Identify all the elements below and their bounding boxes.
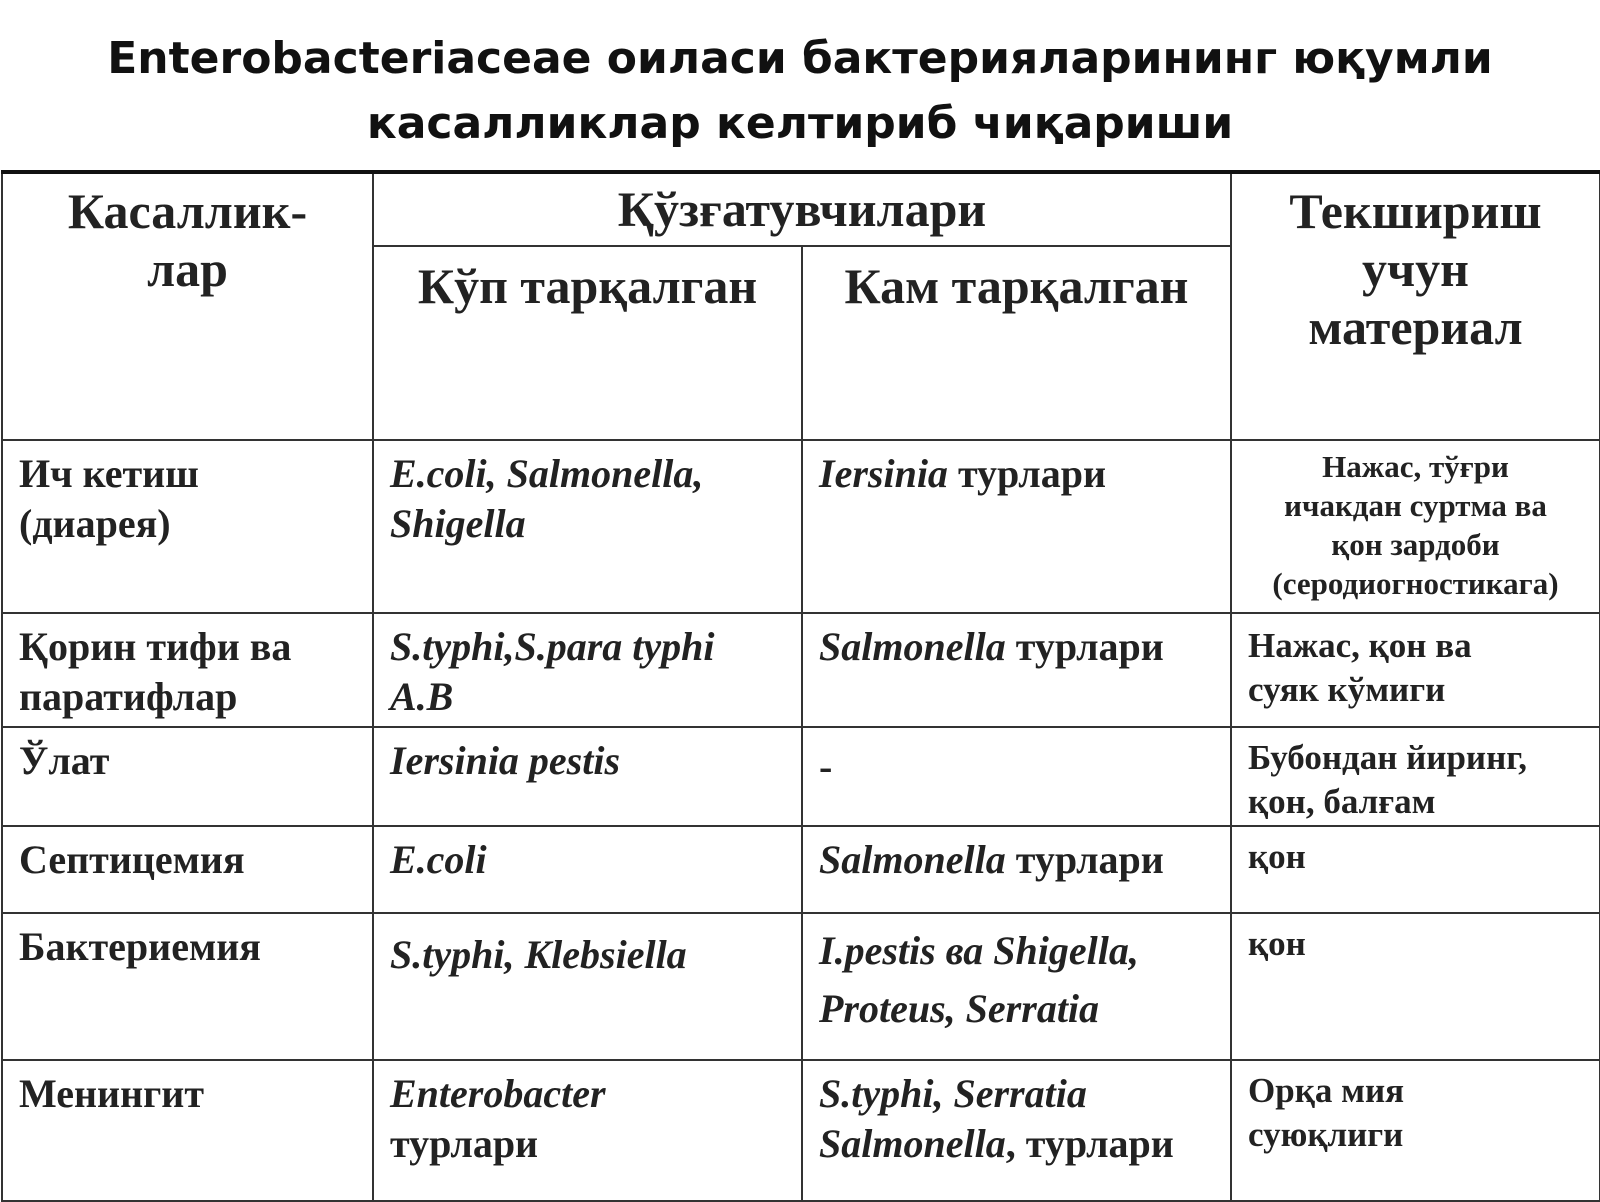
material-text: суюқлиги — [1248, 1115, 1404, 1154]
header-diseases — [2, 172, 373, 440]
header-diseases-line-2: лар — [147, 241, 228, 297]
common-agent-text: A.B — [390, 674, 454, 719]
disease-cell — [2, 727, 373, 826]
material-cell — [1231, 826, 1600, 913]
material-text: қон — [1248, 924, 1306, 963]
disease-text: Септицемия — [19, 837, 245, 882]
header-common-label: Кўп тарқалган — [417, 258, 758, 314]
rare-agent-cell — [802, 1060, 1231, 1201]
table-row — [2, 826, 1600, 913]
material-cell — [1231, 440, 1600, 613]
page-title — [0, 26, 1600, 156]
rare-agent-suffix: турлари — [1005, 837, 1164, 882]
common-agent-cell — [373, 440, 802, 613]
header-material-line-2: учун — [1361, 241, 1469, 297]
common-agent-cell — [373, 913, 802, 1060]
rare-agent-suffix: , турлари — [1005, 1121, 1174, 1166]
disease-text: (диарея) — [19, 501, 171, 546]
rare-agent-cell — [802, 826, 1231, 913]
common-agent-text: Iersinia pestis — [390, 738, 621, 783]
disease-cell — [2, 826, 373, 913]
disease-text: Ўлат — [19, 738, 110, 783]
rare-agent-text: Salmonella — [819, 1121, 1006, 1166]
disease-text: Ич кетиш — [19, 451, 199, 496]
header-material-line-3: материал — [1308, 299, 1523, 355]
table-row — [2, 727, 1600, 826]
common-agent-text: E.coli — [390, 837, 487, 882]
header-agents — [373, 172, 1231, 246]
material-text: Орқа мия — [1248, 1071, 1405, 1110]
rare-agent-text: - — [819, 744, 833, 789]
common-agent-cell — [373, 1060, 802, 1201]
rare-agent-cell — [802, 613, 1231, 727]
material-text: Бубондан йиринг, — [1248, 738, 1527, 777]
disease-text: паратифлар — [19, 674, 238, 719]
header-material — [1231, 172, 1600, 440]
rare-agent-text: I.pestis ва Shigella, — [819, 928, 1139, 973]
material-text: ичакдан суртма ва — [1284, 488, 1547, 523]
material-text: қон зардоби — [1331, 527, 1500, 562]
rare-agent-text: Iersinia — [819, 451, 948, 496]
table-row — [2, 1060, 1600, 1201]
table-row — [2, 440, 1600, 613]
material-cell — [1231, 913, 1600, 1060]
material-text: Нажас, қон ва — [1248, 626, 1472, 665]
title-line-1: Enterobacteriaceae оиласи бактерияларининг юқумли — [107, 33, 1493, 84]
header-rare-label: Кам тарқалган — [844, 258, 1189, 314]
common-agent-text: S.typhi,S.para typhi — [390, 624, 715, 669]
disease-text: Менингит — [19, 1071, 204, 1116]
rare-agent-text: S.typhi, Serratia — [819, 1071, 1087, 1116]
header-material-line-1: Текшириш — [1289, 183, 1542, 239]
rare-agent-cell — [802, 913, 1231, 1060]
header-rare — [802, 246, 1231, 440]
header-diseases-line-1: Касаллик- — [67, 183, 308, 239]
material-cell — [1231, 613, 1600, 727]
rare-agent-cell — [802, 440, 1231, 613]
header-row-1 — [2, 172, 1600, 246]
common-agent-text: Enterobacter — [390, 1071, 606, 1116]
header-common — [373, 246, 802, 440]
header-agents-label: Қўзғатувчилари — [617, 181, 987, 237]
disease-cell — [2, 1060, 373, 1201]
disease-cell — [2, 913, 373, 1060]
material-text: қон — [1248, 837, 1306, 876]
rare-agent-cell — [802, 727, 1231, 826]
common-agent-cell — [373, 613, 802, 727]
rare-agent-suffix: турлари — [1005, 624, 1164, 669]
common-agent-cell — [373, 826, 802, 913]
title-line-2: касалликлар келтириб чиқариши — [366, 98, 1234, 149]
material-text: Нажас, тўғри — [1322, 449, 1509, 484]
disease-text: Қорин тифи ва — [19, 624, 292, 669]
common-agent-suffix: турлари — [390, 1121, 539, 1166]
diseases-table — [1, 170, 1600, 1202]
table-row — [2, 613, 1600, 727]
material-text: суяк кўмиги — [1248, 670, 1446, 709]
disease-text: Бактериемия — [19, 924, 261, 969]
common-agent-text: Shigella — [390, 501, 526, 546]
material-cell — [1231, 727, 1600, 826]
common-agent-text: S.typhi, Klebsiella — [390, 932, 687, 977]
rare-agent-text: Proteus, Serratia — [819, 986, 1100, 1031]
rare-agent-suffix: турлари — [947, 451, 1107, 496]
rare-agent-text: Salmonella — [819, 624, 1006, 669]
material-cell — [1231, 1060, 1600, 1201]
material-text: қон, балғам — [1248, 782, 1436, 821]
disease-cell — [2, 440, 373, 613]
rare-agent-text: Salmonella — [819, 837, 1006, 882]
common-agent-cell — [373, 727, 802, 826]
common-agent-text: E.coli, Salmonella, — [390, 451, 704, 496]
material-text: (серодиогностикага) — [1272, 566, 1559, 601]
disease-cell — [2, 613, 373, 727]
table-row — [2, 913, 1600, 1060]
